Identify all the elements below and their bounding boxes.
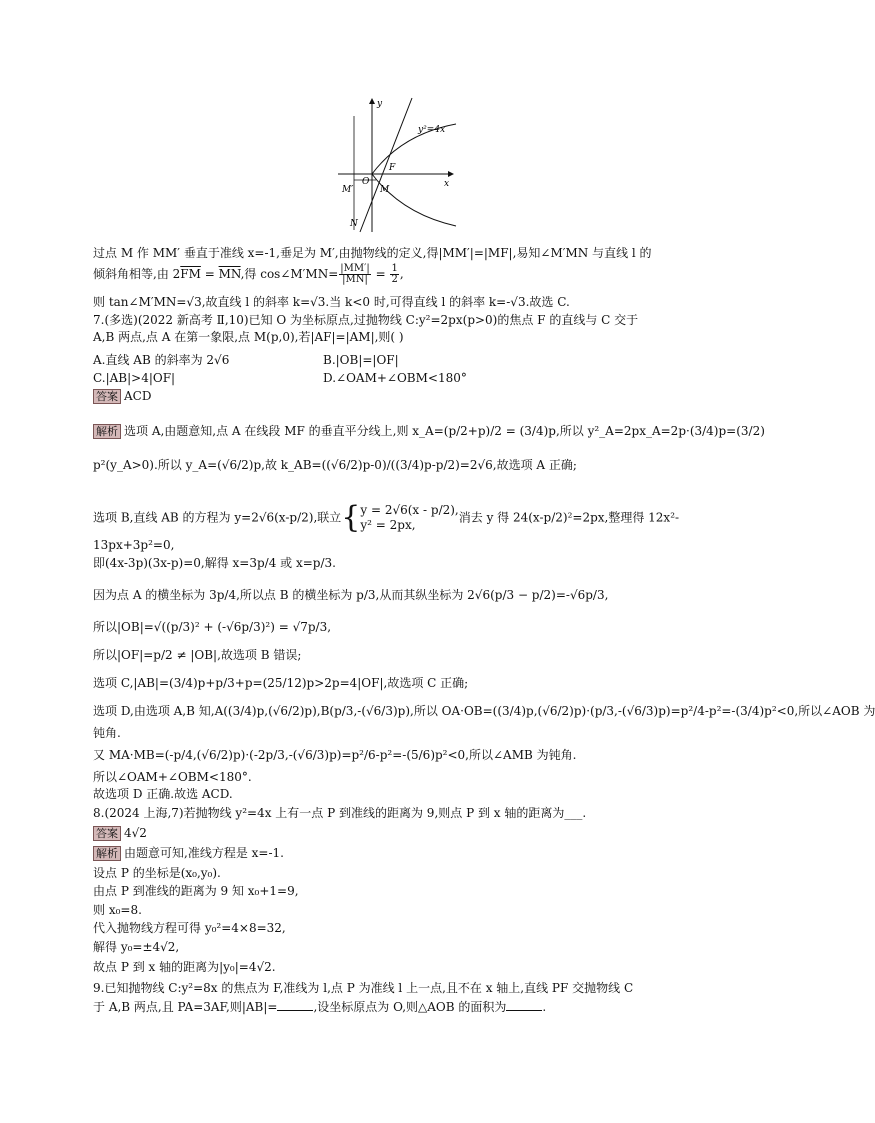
brace-icon: { [341,500,361,535]
text: 于 A,B 两点,且 PA=3AF,则|AB|= [93,1000,278,1014]
answer-blank[interactable] [277,999,313,1011]
q7-option-b: B.|OB|=|OF| [323,353,399,367]
q7-analysis-line-13: 所以∠OAM+∠OBM<180°. [93,770,252,784]
q8-analysis-line-1 [93,846,284,861]
q7-stem-line-2: A,B 两点,点 A 在第一象限,点 M(p,0),若|AF|=|AM|,则( ) [93,330,404,344]
f-label: F [389,163,396,173]
text: ,得 cos∠M′MN= [240,267,339,281]
q8-analysis-line-5: 代入抛物线方程可得 y₀²=4×8=32, [93,921,286,935]
prev-line-3: 则 tan∠M′MN=√3,故直线 l 的斜率 k=√3.当 k<0 时,可得直线 l 的斜率 k=-√3.故选 C. [93,295,570,309]
text: . [542,1000,547,1014]
q8-answer: 4√2 [124,826,147,840]
text: = [371,267,390,281]
q7-answer: ACD [124,389,152,403]
q7-option-d: D.∠OAM+∠OBM<180° [323,371,467,385]
q8-stem: 8.(2024 上海,7)若抛物线 y²=4x 上有一点 P 到准线的距离为 9,则点 P 到 x 轴的距离为___. [93,806,587,820]
q7-analysis-line-5: 即(4x-3p)(3x-p)=0,解得 x=3p/4 或 x=p/3. [93,556,336,570]
q7-analysis-line-9: 选项 C,|AB|=(3/4)p+p/3+p=(25/12)p>2p=4|OF|,故选项 C 正确; [93,676,469,690]
q8-analysis-line-3: 由点 P 到准线的距离为 9 知 x₀+1=9, [93,884,299,898]
n-label: N [350,219,358,229]
m-label: M [380,185,390,195]
q7-analysis-line-7: 所以|OB|=√((p/3)² + (-√6p/3)²) = √7p/3, [93,620,332,634]
text: , [399,267,404,281]
q8-analysis-line-4: 则 x₀=8. [93,903,142,917]
analysis-tag: 解析 [93,424,121,439]
equation-system [341,500,459,535]
parabola-diagram [332,96,458,234]
answer-blank[interactable] [506,999,542,1011]
line-l [360,98,412,232]
text: = [200,267,219,281]
answer-tag: 答案 [93,826,121,841]
prev-line-2 [93,264,404,285]
x-label: x [444,179,450,189]
q7-analysis-line-12: 又 MA·MB=(-p/4,(√6/2)p)·(-2p/3,-(√6/3)p)=p²/6-p²=-(5/6)p²<0,所以∠AMB 为钝角. [93,748,577,762]
text: 消去 y 得 24(x-p/2)²=2px,整理得 12x²- [458,510,680,525]
q7-analysis-line-2: p²(y_A>0).所以 y_A=(√6/2)p,故 k_AB=((√6/2)p-0)/((3/4)p-p/2)=2√6,故选项 A 正确; [93,458,577,472]
q8-analysis-line-6: 解得 y₀=±4√2, [93,940,180,954]
prev-line-1: 过点 M 作 MM′ 垂直于准线 x=-1,垂足为 M′,由抛物线的定义,得|MM′|=|MF|,易知∠M′MN 与直线 l 的 [93,246,652,260]
denominator: 2 [391,274,398,285]
q7-stem-line-1: 7.(多选)(2022 新高考 Ⅱ,10)已知 O 为坐标原点,过抛物线 C:y²=2px(p>0)的焦点 F 的直线与 C 交于 [93,313,639,327]
q7-analysis-line-3 [93,500,680,535]
denominator: |MN| [342,274,368,285]
answer-tag: 答案 [93,389,121,404]
numerator: 1 [391,263,398,274]
parabola-curve [372,124,456,226]
origin-label: O [362,177,370,187]
numerator: |MM′| [340,263,370,274]
q7-analysis-line-10: 选项 D,由选项 A,B 知,A((3/4)p,(√6/2)p),B(p/3,-(√6/3)p),所以 OA·OB=((3/4)p,(√6/2)p)·(p/3,-(√6/3)p)=p²/4-p²=-(3/4)p²<0,所以∠AOB 为 [93,704,875,718]
vector-mn: $\overline{MN}$ [218,267,241,281]
system-row: y = 2√6(x - p/2), [360,503,459,517]
system-rows [360,503,458,533]
fraction [390,264,398,285]
q9-stem-line-1: 9.已知抛物线 C:y²=8x 的焦点为 F,准线为 l,点 P 为准线 l 上一点,且不在 x 轴上,直线 PF 交抛物线 C [93,981,634,995]
parabola-figure [332,96,458,234]
system-row: y² = 2px, [360,518,416,532]
x-axis-arrow [448,171,454,177]
analysis-tag: 解析 [93,846,121,861]
q7-analysis-line-1 [93,424,765,439]
q8-answer-row [93,826,147,841]
q7-analysis-line-4: 13px+3p²=0, [93,538,175,552]
q7-analysis-line-11: 钝角. [93,726,121,740]
text: 选项 B,直线 AB 的方程为 y=2√6(x-p/2),联立 [93,510,342,525]
q7-option-c: C.|AB|>4|OF| [93,371,176,385]
mprime-label: M′ [342,185,354,195]
text: 由题意可知,准线方程是 x=-1. [124,846,284,860]
q7-answer-row [93,389,151,404]
q8-analysis-line-7: 故点 P 到 x 轴的距离为|y₀|=4√2. [93,960,276,974]
text: ,设坐标原点为 O,则△AOB 的面积为 [313,1000,507,1014]
text: 选项 A,由题意知,点 A 在线段 MF 的垂直平分线上,则 x_A=(p/2+p)/2 = (3/4)p,所以 y²_A=2px_A=2p·(3/4)p=(3/2) [124,424,765,438]
text: 倾斜角相等,由 2 [93,267,181,281]
y-label: y [377,99,383,109]
q7-analysis-line-14: 故选项 D 正确.故选 ACD. [93,787,233,801]
q7-option-a: A.直线 AB 的斜率为 2√6 [93,353,230,367]
y-axis-arrow [369,98,375,104]
fraction [339,264,371,285]
curve-label: y²=4x [418,125,446,135]
q7-analysis-line-8: 所以|OF|=p/2 ≠ |OB|,故选项 B 错误; [93,648,302,662]
vector-fm: $\overline{FM}$ [180,267,201,281]
q8-analysis-line-2: 设点 P 的坐标是(x₀,y₀). [93,866,221,880]
q7-analysis-line-6: 因为点 A 的横坐标为 3p/4,所以点 B 的横坐标为 p/3,从而其纵坐标为 2√6(p/3 − p/2)=-√6p/3, [93,588,609,602]
q9-stem-line-2 [93,999,546,1014]
